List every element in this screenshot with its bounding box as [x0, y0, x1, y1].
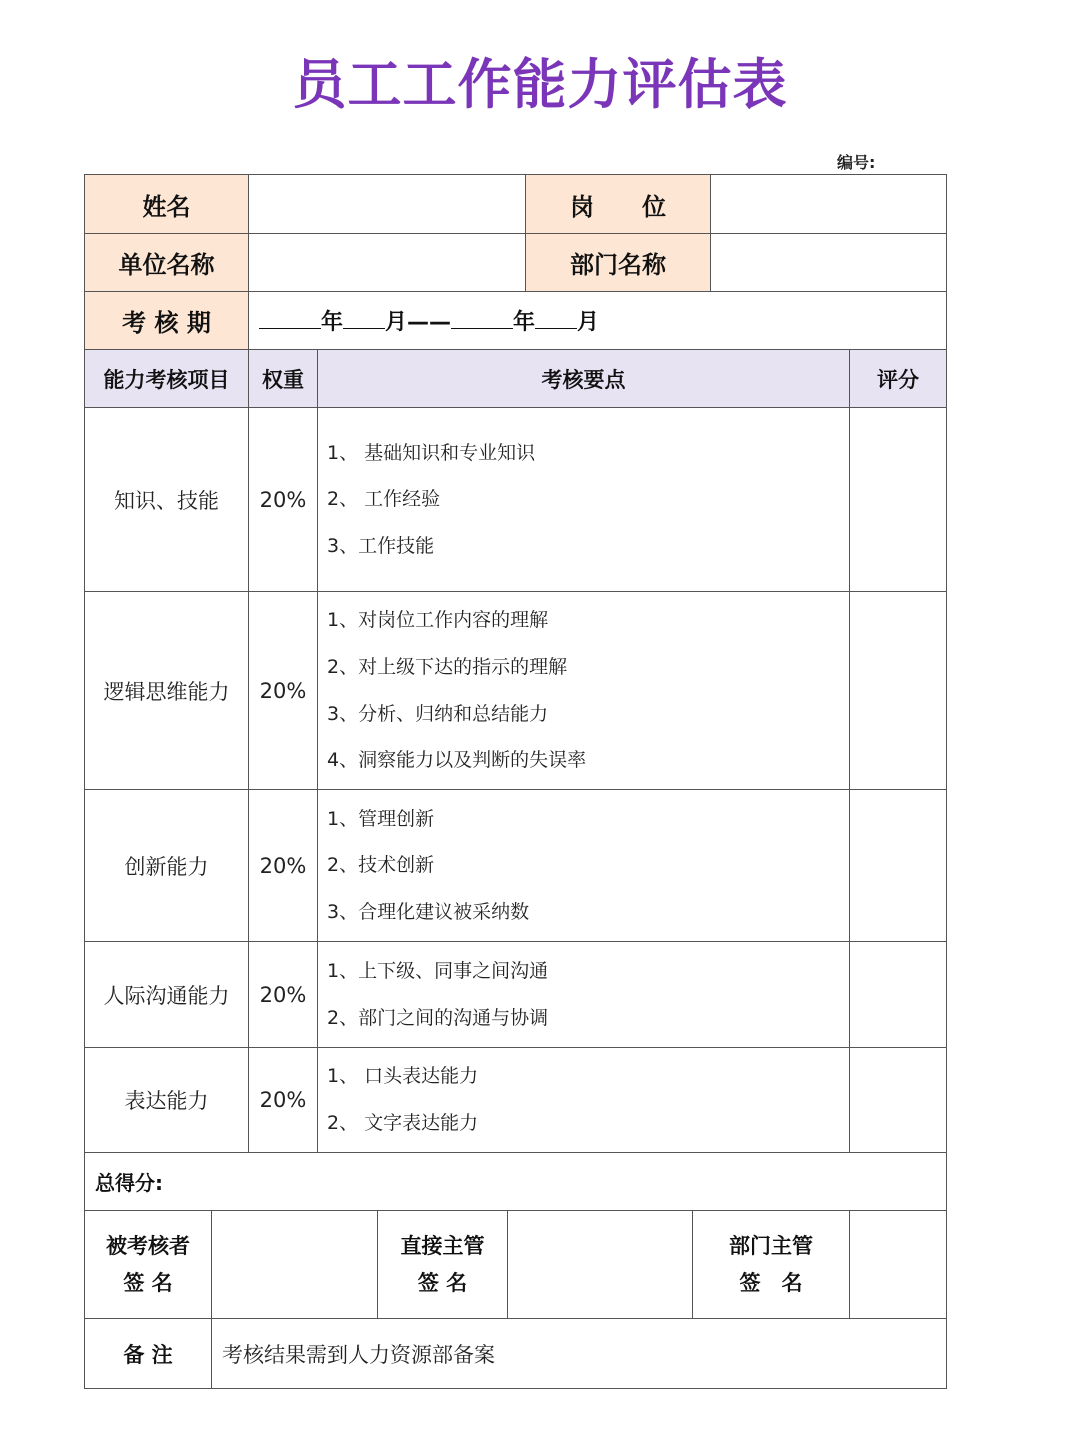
point-line: 3、合理化建议被采纳数: [327, 900, 530, 923]
position-label: 岗 位: [526, 175, 711, 234]
period-month-char-2: 月: [577, 310, 600, 335]
header-weight: 权重: [249, 350, 318, 408]
direct-manager-sign-label: [378, 1211, 508, 1319]
dept-label: 部门名称: [526, 234, 711, 292]
name-label: 姓名: [85, 175, 249, 234]
score-cell[interactable]: [850, 592, 947, 790]
period-label: 考 核 期: [85, 292, 249, 350]
remarks-label: 备 注: [85, 1319, 212, 1389]
row-points: [318, 790, 850, 942]
point-line: 2、 工作经验: [327, 488, 441, 511]
row-weight: 20%: [249, 790, 318, 942]
remarks-text: 考核结果需到人力资源部备案: [212, 1319, 947, 1389]
unit-label: 单位名称: [85, 234, 249, 292]
direct-manager-title: 直接主管: [400, 1233, 485, 1258]
period-value-cell[interactable]: [249, 292, 947, 350]
point-line: 4、洞察能力以及判断的失误率: [327, 749, 587, 772]
period-end-month-blank[interactable]: [535, 306, 577, 329]
period-start-year-blank[interactable]: [259, 306, 321, 329]
serial-number-label: 编号:: [837, 153, 876, 172]
header-score: 评分: [850, 350, 947, 408]
total-score-cell[interactable]: 总得分:: [85, 1153, 947, 1211]
row-weight: 20%: [249, 1048, 318, 1153]
table-row: [85, 1048, 947, 1153]
header-item: 能力考核项目: [85, 350, 249, 408]
assessee-title: 被考核者: [106, 1233, 190, 1258]
point-line: 2、对上级下达的指示的理解: [327, 655, 568, 678]
direct-manager-sign: 签 名: [417, 1270, 468, 1295]
point-line: 2、技术创新: [327, 854, 435, 877]
dept-manager-sign: 签 名: [739, 1270, 803, 1295]
row-item: 知识、技能: [85, 408, 249, 592]
point-line: 1、对岗位工作内容的理解: [327, 609, 549, 632]
dept-manager-sign-cell[interactable]: [850, 1211, 947, 1319]
point-line: 2、 文字表达能力: [327, 1112, 479, 1134]
assessee-sign: 签 名: [123, 1270, 173, 1295]
row-weight: 20%: [249, 408, 318, 592]
unit-value-cell[interactable]: [249, 234, 526, 292]
row-item: 创新能力: [85, 790, 249, 942]
form-title: 员工工作能力评估表: [292, 53, 788, 116]
period-year-char: 年: [321, 310, 344, 335]
row-points: [318, 1048, 850, 1153]
dept-manager-sign-label: [693, 1211, 850, 1319]
header-points: 考核要点: [318, 350, 850, 408]
row-weight: 20%: [249, 592, 318, 790]
point-line: 2、部门之间的沟通与协调: [327, 1006, 549, 1029]
point-line: 1、上下级、同事之间沟通: [327, 959, 549, 982]
assessee-sign-label: [85, 1211, 212, 1319]
period-year-char-2: 年: [513, 310, 536, 335]
table-row: [85, 942, 947, 1048]
table-row: [85, 592, 947, 790]
period-month-char: 月: [385, 310, 408, 335]
score-cell[interactable]: [850, 408, 947, 592]
row-item: 逻辑思维能力: [85, 592, 249, 790]
period-end-year-blank[interactable]: [451, 306, 513, 329]
point-line: 3、工作技能: [327, 534, 435, 557]
period-start-month-blank[interactable]: [343, 306, 385, 329]
assessee-sign-cell[interactable]: [212, 1211, 378, 1319]
name-value-cell[interactable]: [249, 175, 526, 234]
row-item: 表达能力: [85, 1048, 249, 1153]
dept-value-cell[interactable]: [711, 234, 947, 292]
score-cell[interactable]: [850, 942, 947, 1048]
period-dash: ——: [407, 310, 452, 335]
row-points: [318, 942, 850, 1048]
evaluation-table: [84, 174, 947, 1389]
score-cell[interactable]: [850, 1048, 947, 1153]
point-line: 1、 口头表达能力: [327, 1065, 479, 1088]
row-points: [318, 592, 850, 790]
score-cell[interactable]: [850, 790, 947, 942]
row-weight: 20%: [249, 942, 318, 1048]
dept-manager-title: 部门主管: [729, 1233, 813, 1258]
position-value-cell[interactable]: [711, 175, 947, 234]
point-line: 1、管理创新: [327, 807, 435, 830]
row-item: 人际沟通能力: [85, 942, 249, 1048]
table-row: [85, 408, 947, 592]
row-points: [318, 408, 850, 592]
table-row: [85, 790, 947, 942]
point-line: 1、 基础知识和专业知识: [327, 441, 536, 464]
direct-manager-sign-cell[interactable]: [508, 1211, 693, 1319]
point-line: 3、分析、归纳和总结能力: [327, 702, 549, 725]
